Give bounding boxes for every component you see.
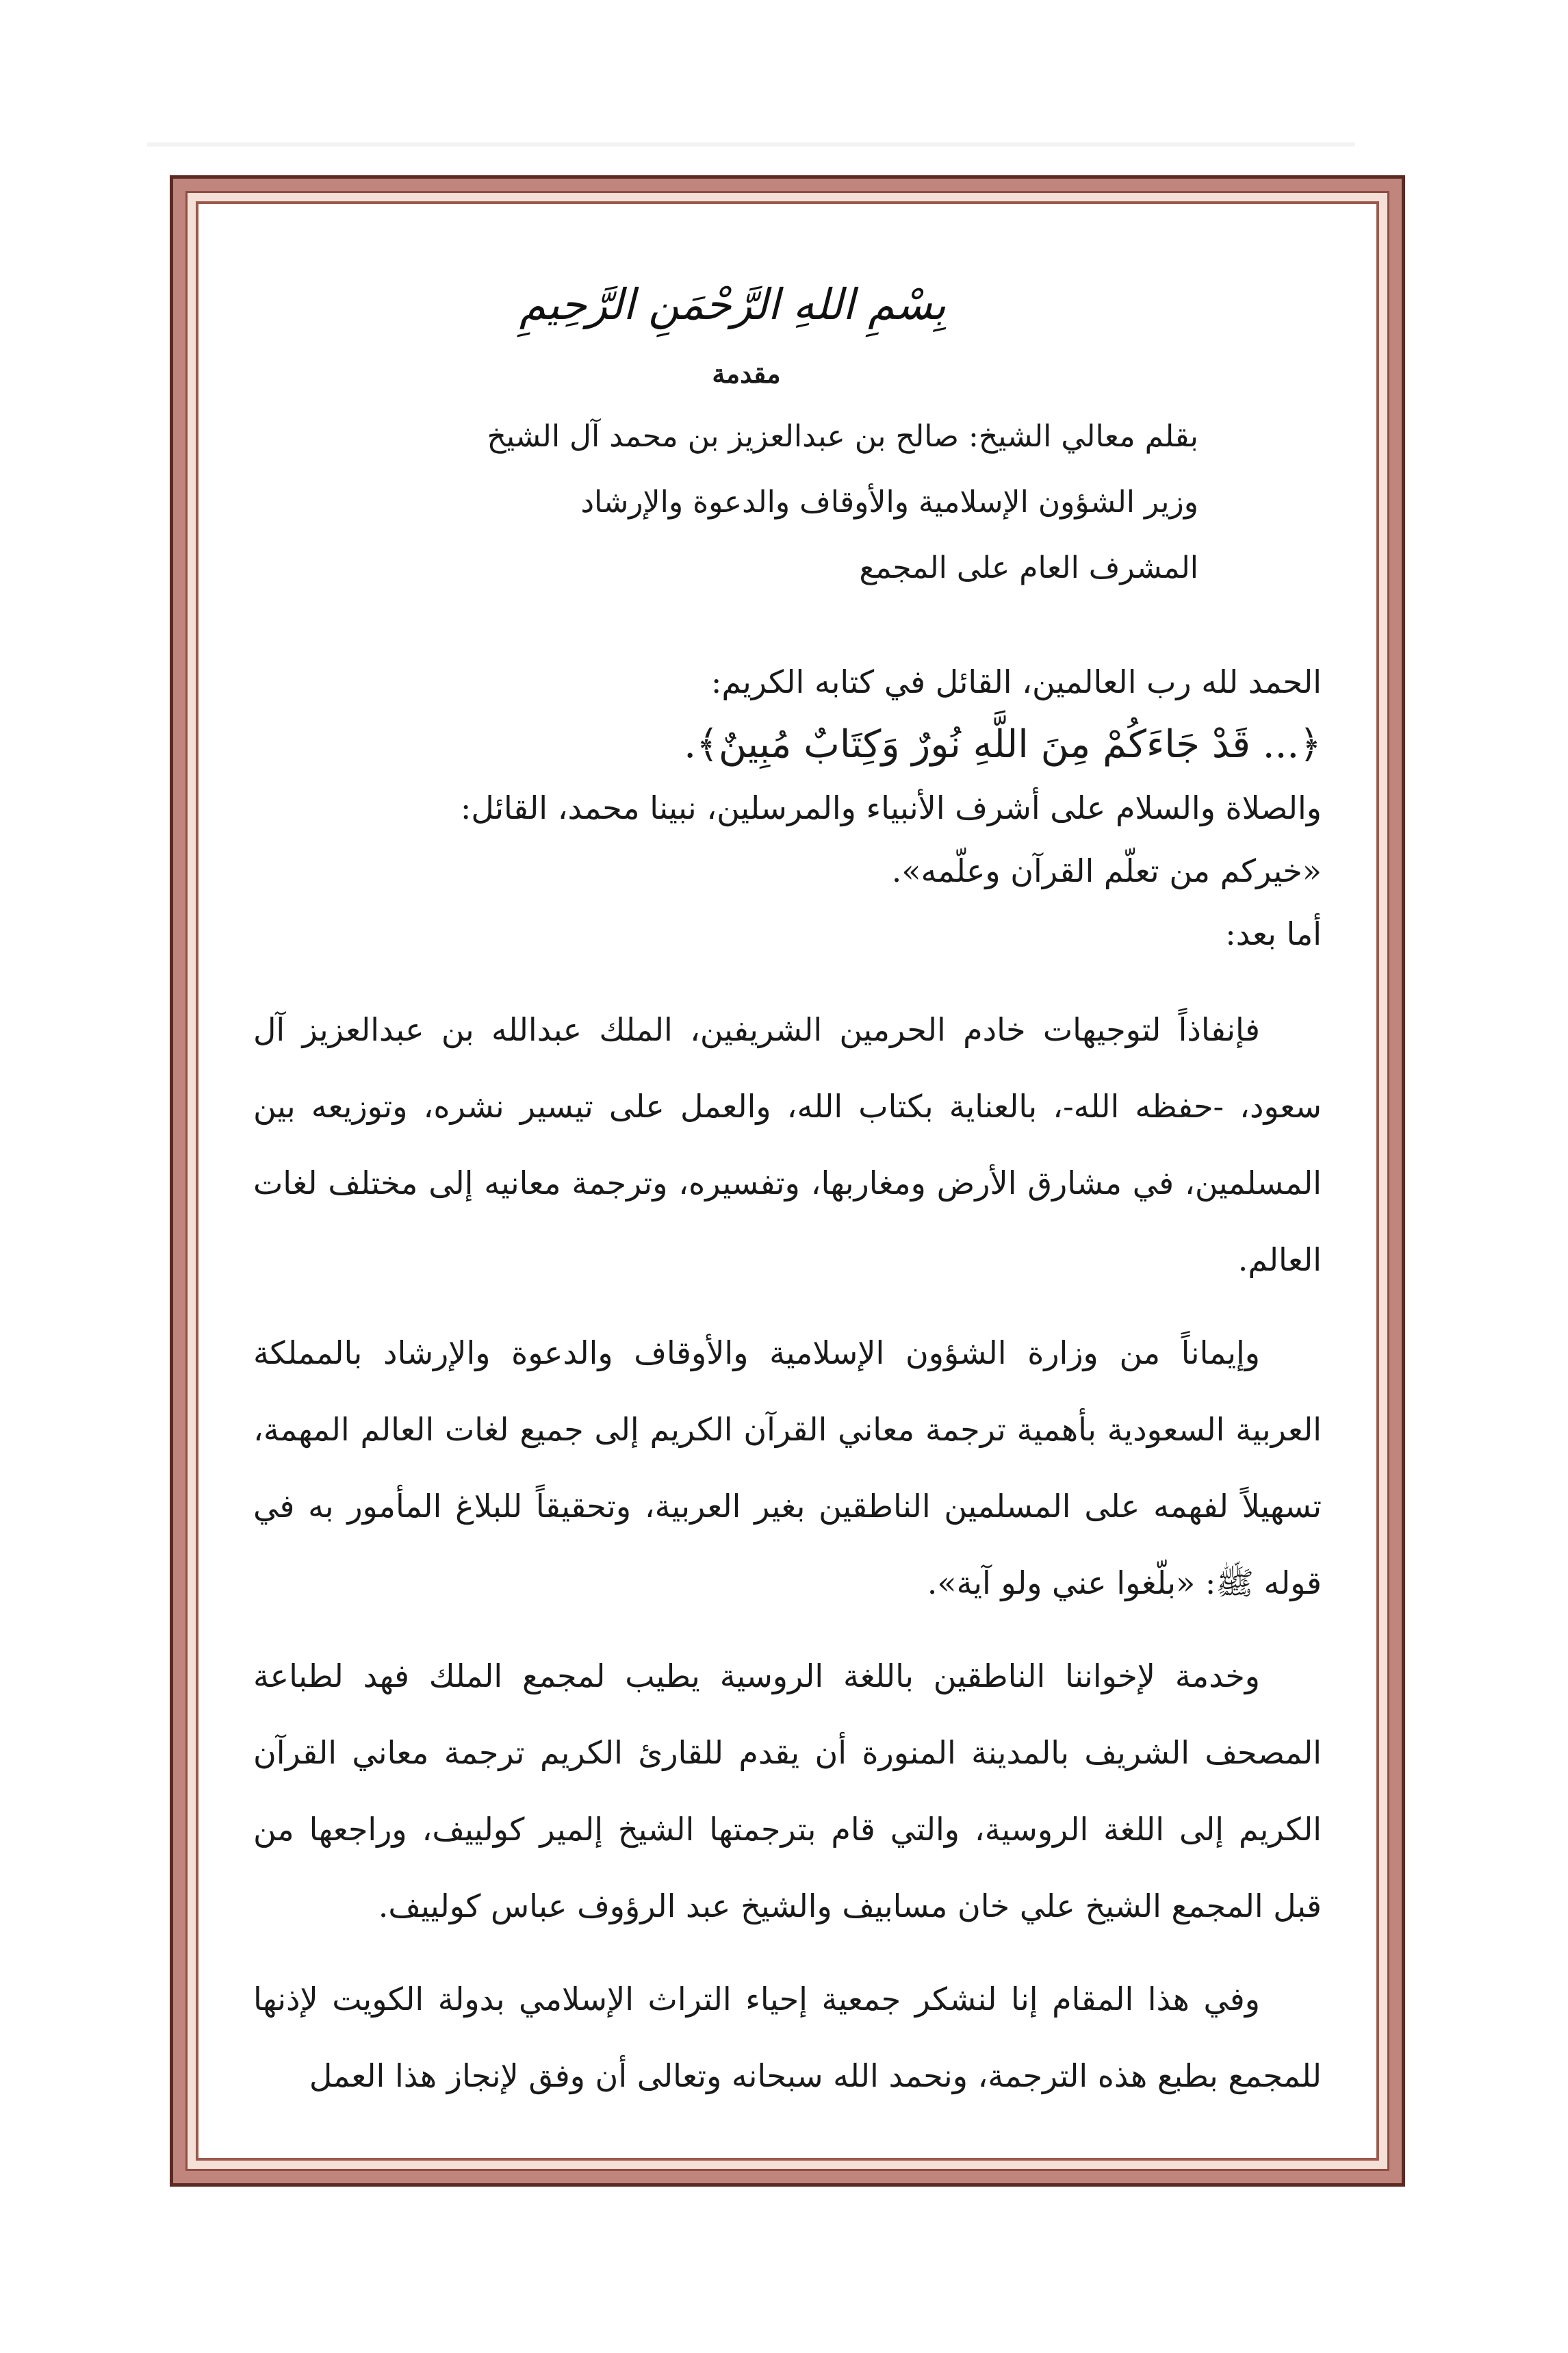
- page-content: [253, 279, 1322, 2117]
- body-paragraph: [253, 991, 1322, 1298]
- basmala: بِسْمِ اللهِ الرَّحْمَنِ الرَّحِيمِ: [519, 279, 947, 329]
- page-title: مقدمة: [712, 358, 781, 389]
- salutation-line: والصلاة والسلام على أشرف الأنبياء والمرسلين، نبينا محمد، القائل:: [460, 789, 1322, 826]
- body-paragraph: [253, 1961, 1322, 2114]
- byline-line: بقلم معالي الشيخ: صالح بن عبدالعزيز بن محمد آل الشيخ: [487, 419, 1198, 454]
- hadith-quote: «خيركم من تعلّم القرآن وعلّمه».: [891, 852, 1322, 889]
- paragraph-text: وفي هذا المقام إنا لنشكر جمعية إحياء التراث الإسلامي بدولة الكويت لإذنها للمجمع بطبع هذه الترجمة، ونحمد الله سبحانه وتعالى أن وفق لإنجاز هذا العمل: [253, 1981, 1322, 2094]
- paragraph-text: وخدمة لإخواننا الناطقين باللغة الروسية يطيب لمجمع الملك فهد لطباعة المصحف الشريف بالمدينة المنورة أن يقدم للقارئ الكريم ترجمة معاني القرآن الكريم إلى اللغة الروسية، والتي قام بترجمتها الشيخ إلمير كولييف، وراجعها من قبل المجمع الشيخ علي خان مسابيف والشيخ عبد الرؤوف عباس كولييف.: [253, 1657, 1322, 1924]
- paragraph-text: فإنفاذاً لتوجيهات خادم الحرمين الشريفين، الملك عبدالله بن عبدالعزيز آل سعود، -حفظه الله-، بالعناية بكتاب الله، والعمل على تيسير نشره، وتوزيعه بين المسلمين، في مشارق الأرض ومغاربها، وتفسيره، وترجمة معانيه إلى مختلف لغات العالم.: [253, 1011, 1322, 1278]
- frame-inner: [196, 201, 1379, 2161]
- byline-line: المشرف العام على المجمع: [859, 550, 1198, 585]
- opening-section: [253, 650, 1322, 965]
- byline-line: وزير الشؤون الإسلامية والأوقاف والدعوة والإرشاد: [580, 485, 1198, 520]
- praise-line: الحمد لله رب العالمين، القائل في كتابه الكريم:: [710, 663, 1322, 700]
- quran-verse: ﴿... قَدْ جَاءَكُمْ مِنَ اللَّهِ نُورٌ وَكِتَابٌ مُبِينٌ﴾.: [684, 722, 1322, 767]
- amma-bad: أما بعد:: [1225, 915, 1322, 952]
- top-rule: [147, 142, 1355, 147]
- author-byline: [253, 404, 1322, 601]
- body-paragraph: [253, 1638, 1322, 1944]
- body-paragraph: [253, 1314, 1322, 1621]
- page-frame: [170, 175, 1405, 2187]
- paragraph-text: وإيماناً من وزارة الشؤون الإسلامية والأوقاف والدعوة والإرشاد بالمملكة العربية السعودية بأهمية ترجمة معاني القرآن الكريم إلى جميع لغات العالم المهمة، تسهيلاً لفهمه على المسلمين الناطقين بغير العربية، وتحقيقاً للبلاغ المأمور به في قوله ﷺ: «بلّغوا عني ولو آية».: [253, 1334, 1322, 1601]
- frame-band: [185, 191, 1389, 2171]
